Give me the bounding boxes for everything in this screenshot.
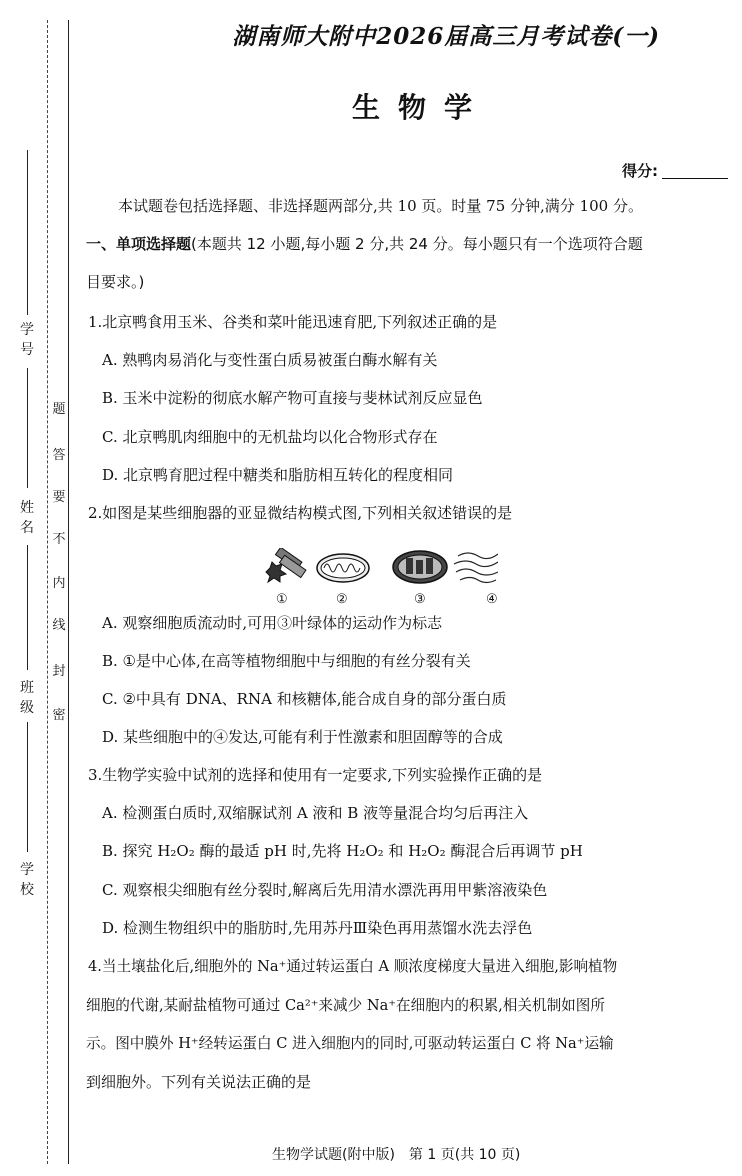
question-4-stem-line: 4.当土壤盐化后,细胞外的 Na⁺通过转运蛋白 A 顺浓度梯度大量进入细胞,影响植物 [88, 958, 618, 975]
student-id-label: 学号 [20, 322, 34, 358]
figure-label-4: ④ [486, 592, 498, 607]
score-blank-line [662, 178, 728, 179]
organelle-figure [258, 548, 498, 608]
question-1-option-c: C. 北京鸭肌肉细胞中的无机盐均以化合物形式存在 [102, 428, 438, 446]
centrosome-drawing [266, 548, 306, 582]
seal-char: 不 [52, 532, 66, 547]
page-footer: 生物学试题(附中版) 第 1 页(共 10 页) [272, 1147, 521, 1163]
question-1-option-d: D. 北京鸭育肥过程中糖类和脂肪相互转化的程度相同 [102, 466, 454, 484]
exam-title: 湖南师大附中2026届高三月考试卷(一) [232, 23, 660, 50]
question-2-option-a: A. 观察细胞质流动时,可用③叶绿体的运动作为标志 [102, 614, 443, 632]
section-note-cont: 目要求。) [86, 273, 145, 291]
binding-solid-line [68, 20, 69, 1164]
subject-title: 生物学 [352, 91, 491, 124]
school-label: 学校 [20, 862, 34, 898]
intro-text: 本试题卷包括选择题、非选择题两部分,共 10 页。时量 75 分钟,满分 100 分。 [118, 197, 643, 215]
mitochondrion-drawing [317, 554, 369, 582]
seal-char: 内 [52, 576, 66, 591]
section-note: (本题共 12 小题,每小题 2 分,共 24 分。每小题只有一个选项符合题 [191, 235, 643, 253]
question-4-stem-line: 到细胞外。下列有关说法正确的是 [86, 1073, 312, 1091]
figure-label-3: ③ [414, 592, 426, 607]
class-blank-line [27, 545, 28, 670]
question-1-option-a: A. 熟鸭肉易消化与变性蛋白质易被蛋白酶水解有关 [102, 351, 438, 369]
seal-char: 线 [52, 618, 66, 633]
school-blank-line [27, 722, 28, 852]
question-1-stem: 1.北京鸭食用玉米、谷类和菜叶能迅速育肥,下列叙述正确的是 [88, 313, 498, 331]
binding-dashed-line [47, 20, 48, 1164]
figure-label-2: ② [336, 592, 348, 607]
figure-label-1: ① [276, 592, 288, 607]
class-label: 班级 [20, 680, 34, 716]
question-3-option-b: B. 探究 H₂O₂ 酶的最适 pH 时,先将 H₂O₂ 和 H₂O₂ 酶混合后再调节 pH [102, 842, 583, 860]
question-4-stem-line: 细胞的代谢,某耐盐植物可通过 Ca²⁺来减少 Na⁺在细胞内的积累,相关机制如图所 [86, 997, 605, 1014]
question-4-stem-line: 示。图中膜外 H⁺经转运蛋白 C 进入细胞内的同时,可驱动转运蛋白 C 将 Na⁺运输 [86, 1035, 614, 1052]
seal-char: 答 [52, 448, 66, 463]
chloroplast-drawing [393, 551, 447, 583]
question-2-option-c: C. ②中具有 DNA、RNA 和核糖体,能合成自身的部分蛋白质 [102, 690, 507, 708]
er-drawing [454, 553, 498, 583]
name-blank-line [27, 368, 28, 488]
name-label: 姓名 [20, 500, 34, 536]
question-2-option-d: D. 某些细胞中的④发达,可能有利于性激素和胆固醇等的合成 [102, 728, 503, 746]
section-heading [86, 234, 643, 254]
question-3-stem: 3.生物学实验中试剂的选择和使用有一定要求,下列实验操作正确的是 [88, 766, 543, 784]
question-3-option-d: D. 检测生物组织中的脂肪时,先用苏丹Ⅲ染色再用蒸馏水洗去浮色 [102, 919, 533, 937]
score-label: 得分: [622, 162, 658, 180]
seal-char: 密 [52, 708, 66, 723]
question-1-option-b: B. 玉米中淀粉的彻底水解产物可直接与斐林试剂反应显色 [102, 389, 483, 407]
seal-char: 要 [52, 490, 66, 505]
seal-char: 题 [52, 402, 66, 417]
seal-char: 封 [52, 664, 66, 679]
question-2-stem: 2.如图是某些细胞器的亚显微结构模式图,下列相关叙述错误的是 [88, 504, 513, 522]
student-id-blank-line [27, 150, 28, 315]
question-3-option-c: C. 观察根尖细胞有丝分裂时,解离后先用清水漂洗再用甲紫溶液染色 [102, 881, 548, 899]
question-3-option-a: A. 检测蛋白质时,双缩脲试剂 A 液和 B 液等量混合均匀后再注入 [102, 804, 529, 822]
section-title: 一、单项选择题 [86, 235, 192, 253]
question-2-option-b: B. ①是中心体,在高等植物细胞中与细胞的有丝分裂有关 [102, 652, 471, 670]
